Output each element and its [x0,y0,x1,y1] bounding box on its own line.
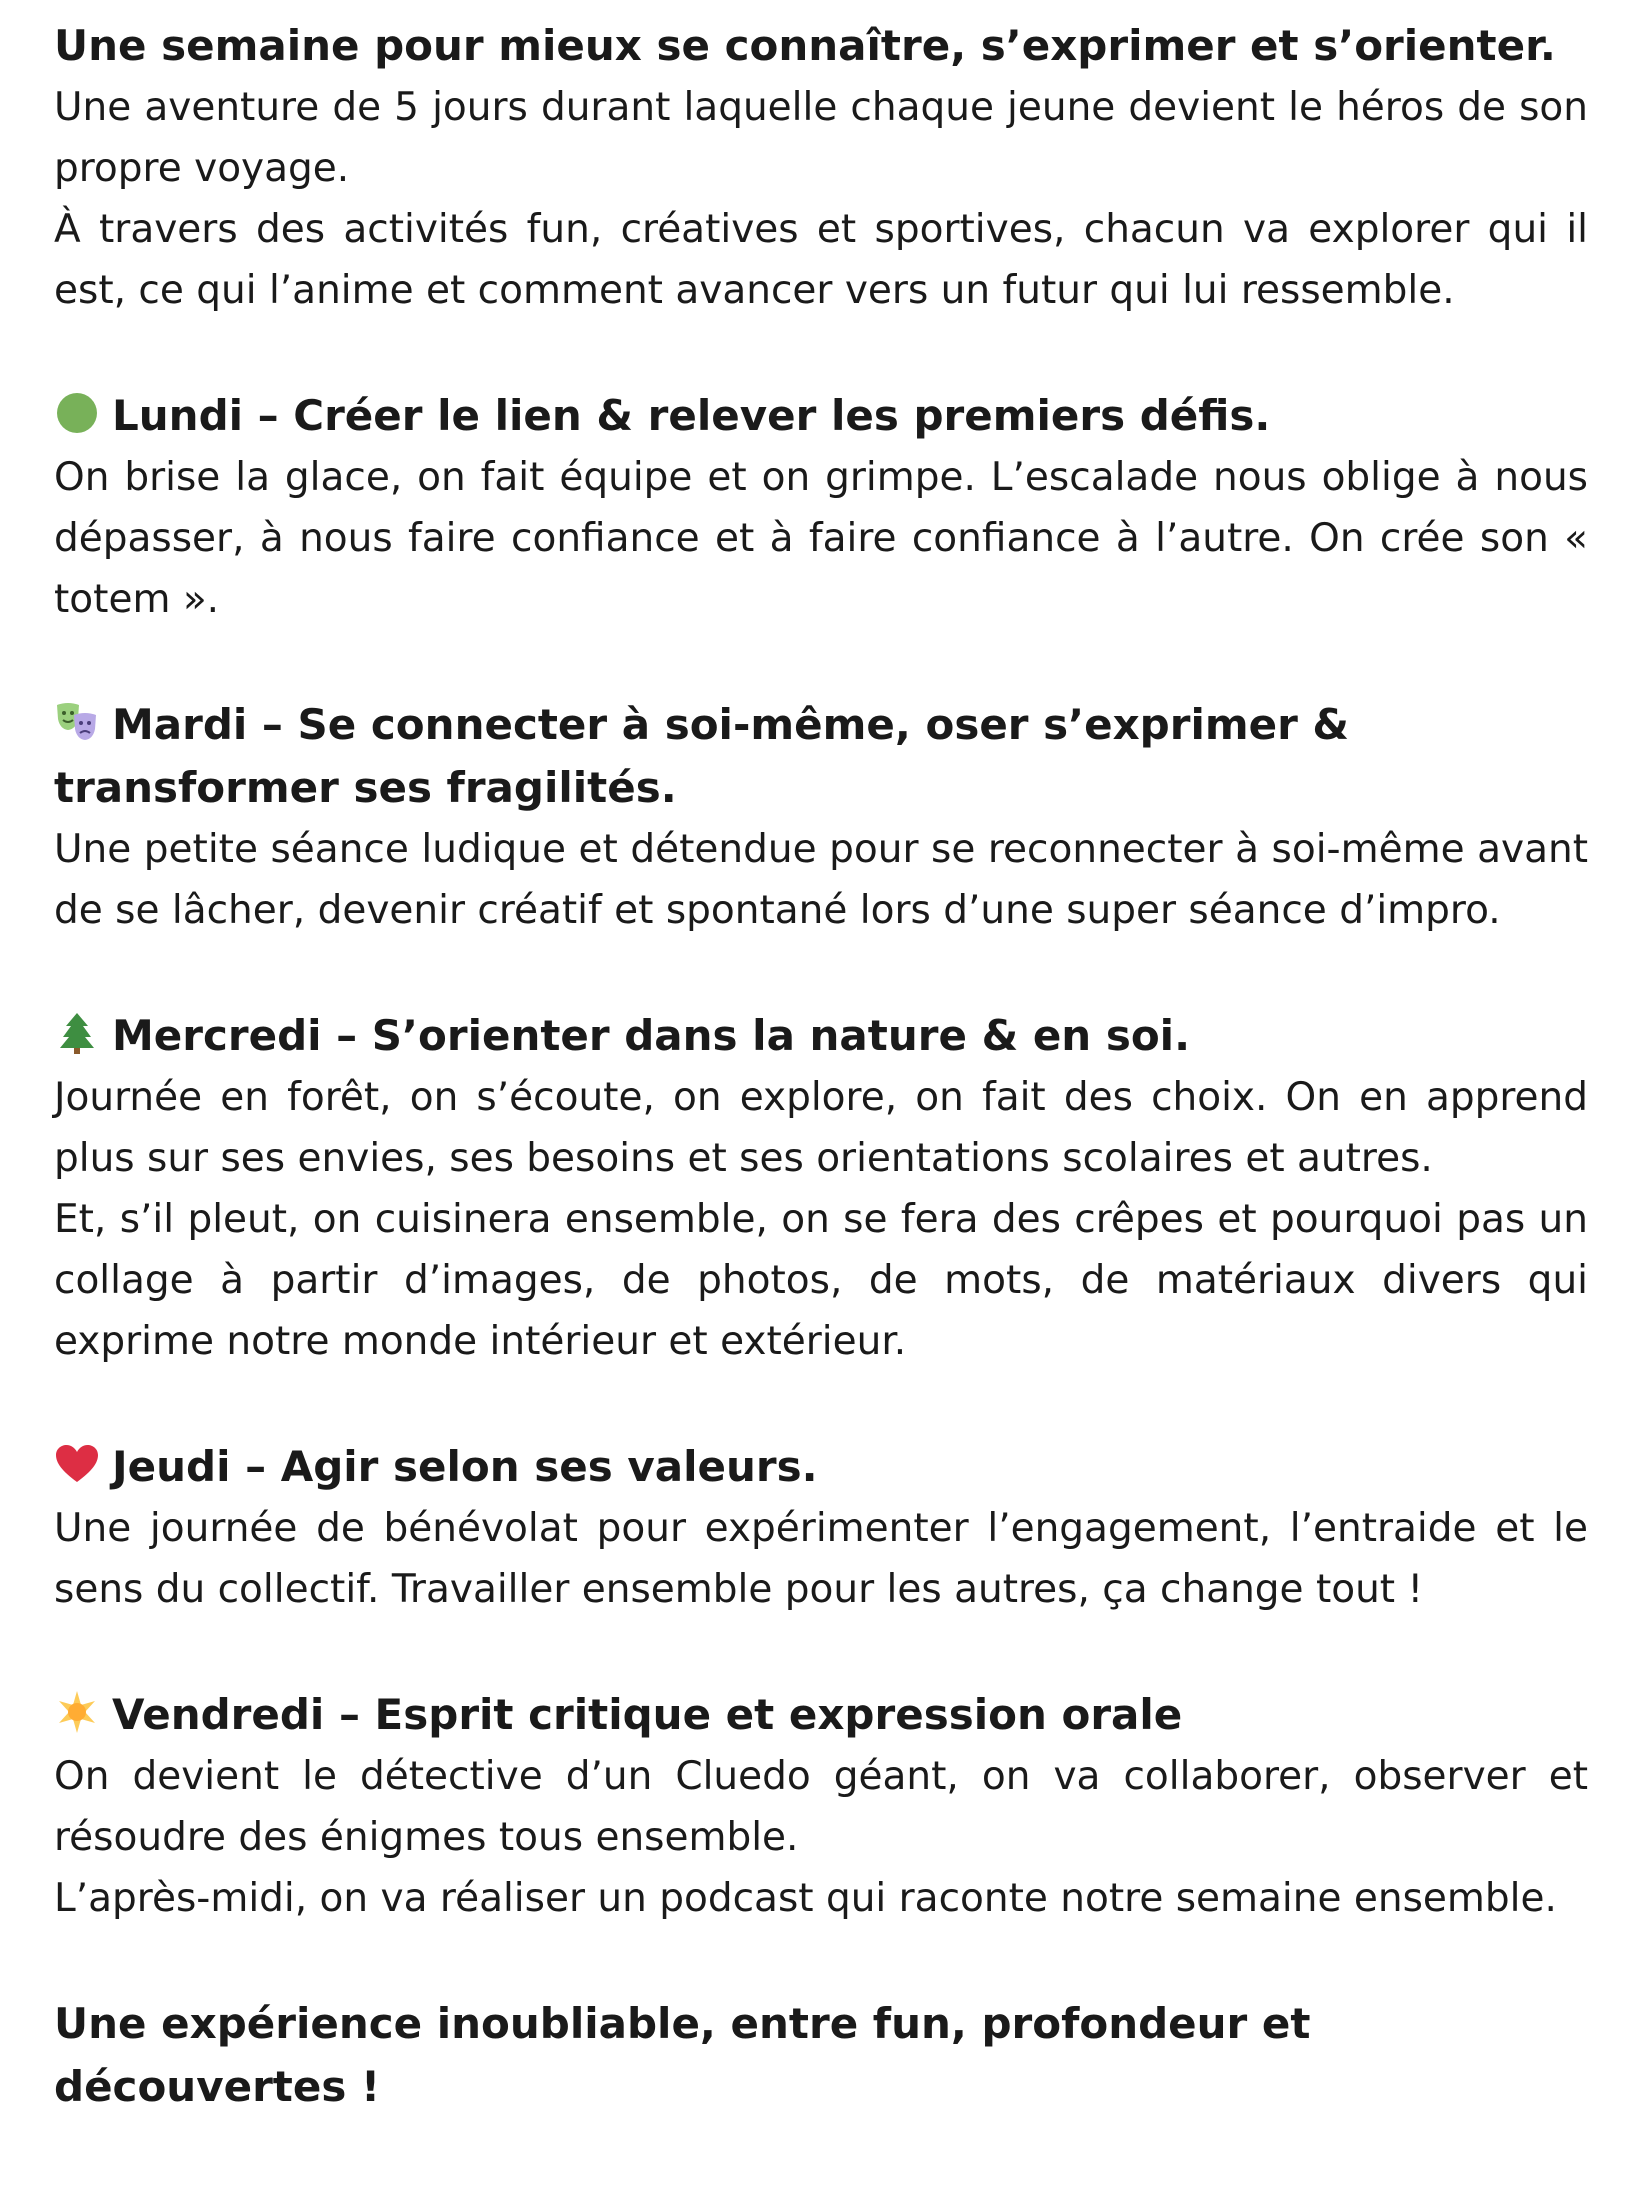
day-section-jeudi [54,1435,1588,1620]
document-body [54,14,1588,2118]
day-title-lundi [54,384,1588,447]
glowing-star-icon [54,1689,100,1735]
intro-paragraph: Une aventure de 5 jours durant laquelle chaque jeune devient le héros de son propre voyage. [54,85,1588,191]
day-title-jeudi [54,1435,1588,1498]
day-paragraph: Une petite séance ludique et détendue pour se reconnecter à soi-même avant de se lâcher, devenir créatif et spontané lors d’une super séance d’impro. [54,827,1588,933]
intro-section [54,14,1588,321]
day-title-text: Jeudi – Agir selon ses valeurs. [112,1442,818,1491]
green-circle-icon [54,390,100,436]
day-title-mardi [54,693,1588,819]
day-paragraph: Une journée de bénévolat pour expérimenter l’engagement, l’entraide et le sens du collectif. Travailler ensemble pour les autres, ça change tout ! [54,1506,1588,1612]
day-title-text: Mercredi – S’orienter dans la nature & en soi. [112,1011,1191,1060]
day-section-mardi [54,693,1588,941]
day-title-text: Mardi – Se connecter à soi-même, oser s’exprimer & transformer ses fragilités. [54,700,1350,812]
day-title-mercredi [54,1004,1588,1067]
day-paragraph: L’après-midi, on va réaliser un podcast qui raconte notre semaine ensemble. [54,1876,1557,1921]
day-paragraph: Et, s’il pleut, on cuisinera ensemble, on se fera des crêpes et pourquoi pas un collage à partir d’images, de photos, de mots, de matériaux divers qui exprime notre monde intérieur et extérieur. [54,1197,1588,1364]
day-section-mercredi [54,1004,1588,1372]
intro-title: Une semaine pour mieux se connaître, s’exprimer et s’orienter. [54,21,1556,70]
day-section-vendredi [54,1683,1588,1929]
day-paragraph: On devient le détective d’un Cluedo géant, on va collaborer, observer et résoudre des énigmes tous ensemble. [54,1754,1588,1860]
day-paragraph: On brise la glace, on fait équipe et on grimpe. L’escalade nous oblige à nous dépasser, à nous faire confiance et à faire confiance à l’autre. On crée son « totem ». [54,455,1588,622]
day-title-text: Lundi – Créer le lien & relever les premiers défis. [112,391,1271,440]
closing-section [54,1992,1588,2118]
day-section-lundi [54,384,1588,630]
day-title-text: Vendredi – Esprit critique et expression orale [112,1690,1183,1739]
red-heart-icon [54,1441,100,1487]
day-title-vendredi [54,1683,1588,1746]
theater-masks-icon [54,699,100,745]
closing-statement: Une expérience inoubliable, entre fun, profondeur et découvertes ! [54,1999,1311,2111]
day-paragraph: Journée en forêt, on s’écoute, on explore, on fait des choix. On en apprend plus sur ses envies, ses besoins et ses orientations scolaires et autres. [54,1075,1588,1181]
evergreen-tree-icon [54,1010,100,1056]
intro-paragraph: À travers des activités fun, créatives et sportives, chacun va explorer qui il est, ce qui l’anime et comment avancer vers un futur qui lui ressemble. [54,207,1588,313]
